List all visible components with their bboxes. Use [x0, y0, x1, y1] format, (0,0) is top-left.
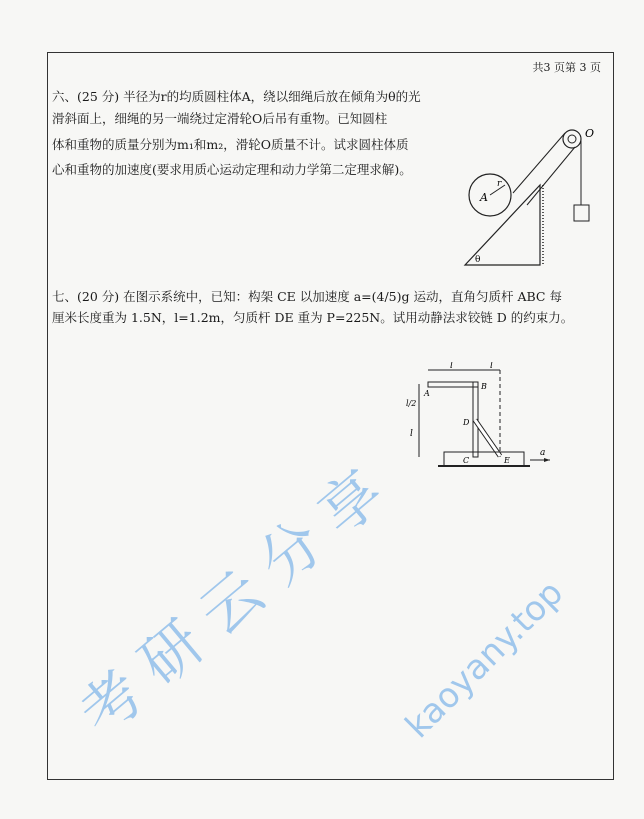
problem6-line4: 心和重物的加速度(要求用质心运动定理和动力学第二定理求解)。 [52, 162, 412, 177]
problem7-line1: 七、(20 分) 在图示系统中，已知：构架 CE 以加速度 a=(4/5)g 运动，直角匀质杆 ABC 每 [52, 289, 562, 304]
problem6-figure [455, 125, 605, 270]
label-l-half: l/2 [406, 399, 417, 408]
label-l-3: l [410, 429, 413, 439]
label-A: A [424, 389, 430, 398]
problem6-line1: 六、(25 分) 半径为r的均质圆柱体A，绕以细绳后放在倾角为θ的光 [52, 89, 421, 104]
label-C: C [463, 456, 470, 465]
label-A: A [480, 191, 488, 204]
label-r: r [497, 179, 502, 189]
problem6-line2: 滑斜面上，细绳的另一端绕过定滑轮O后吊有重物。已知圆柱 [52, 111, 388, 126]
page-indicator: 共3 页第 3 页 [532, 61, 601, 74]
label-l-2: l [490, 362, 493, 371]
watermark-chinese: 考研云分享 [66, 445, 411, 750]
label-D: D [463, 418, 470, 427]
label-E: E [504, 456, 510, 465]
problem6-line3: 体和重物的质量分别为m₁和m₂，滑轮O质量不计。试求圆柱体质 [52, 137, 409, 152]
label-B: B [481, 382, 487, 391]
label-accel: a [540, 448, 546, 458]
label-l-1: l [450, 362, 453, 371]
problem7-figure [400, 362, 560, 474]
label-O: O [585, 127, 595, 140]
problem7-line2: 厘米长度重为 1.5N，l=1.2m，匀质杆 DE 重为 P=225N。试用动静法求铰链 D 的约束力。 [52, 310, 574, 325]
watermark-url: kaoyany.top [397, 572, 572, 747]
label-theta: θ [475, 255, 481, 265]
